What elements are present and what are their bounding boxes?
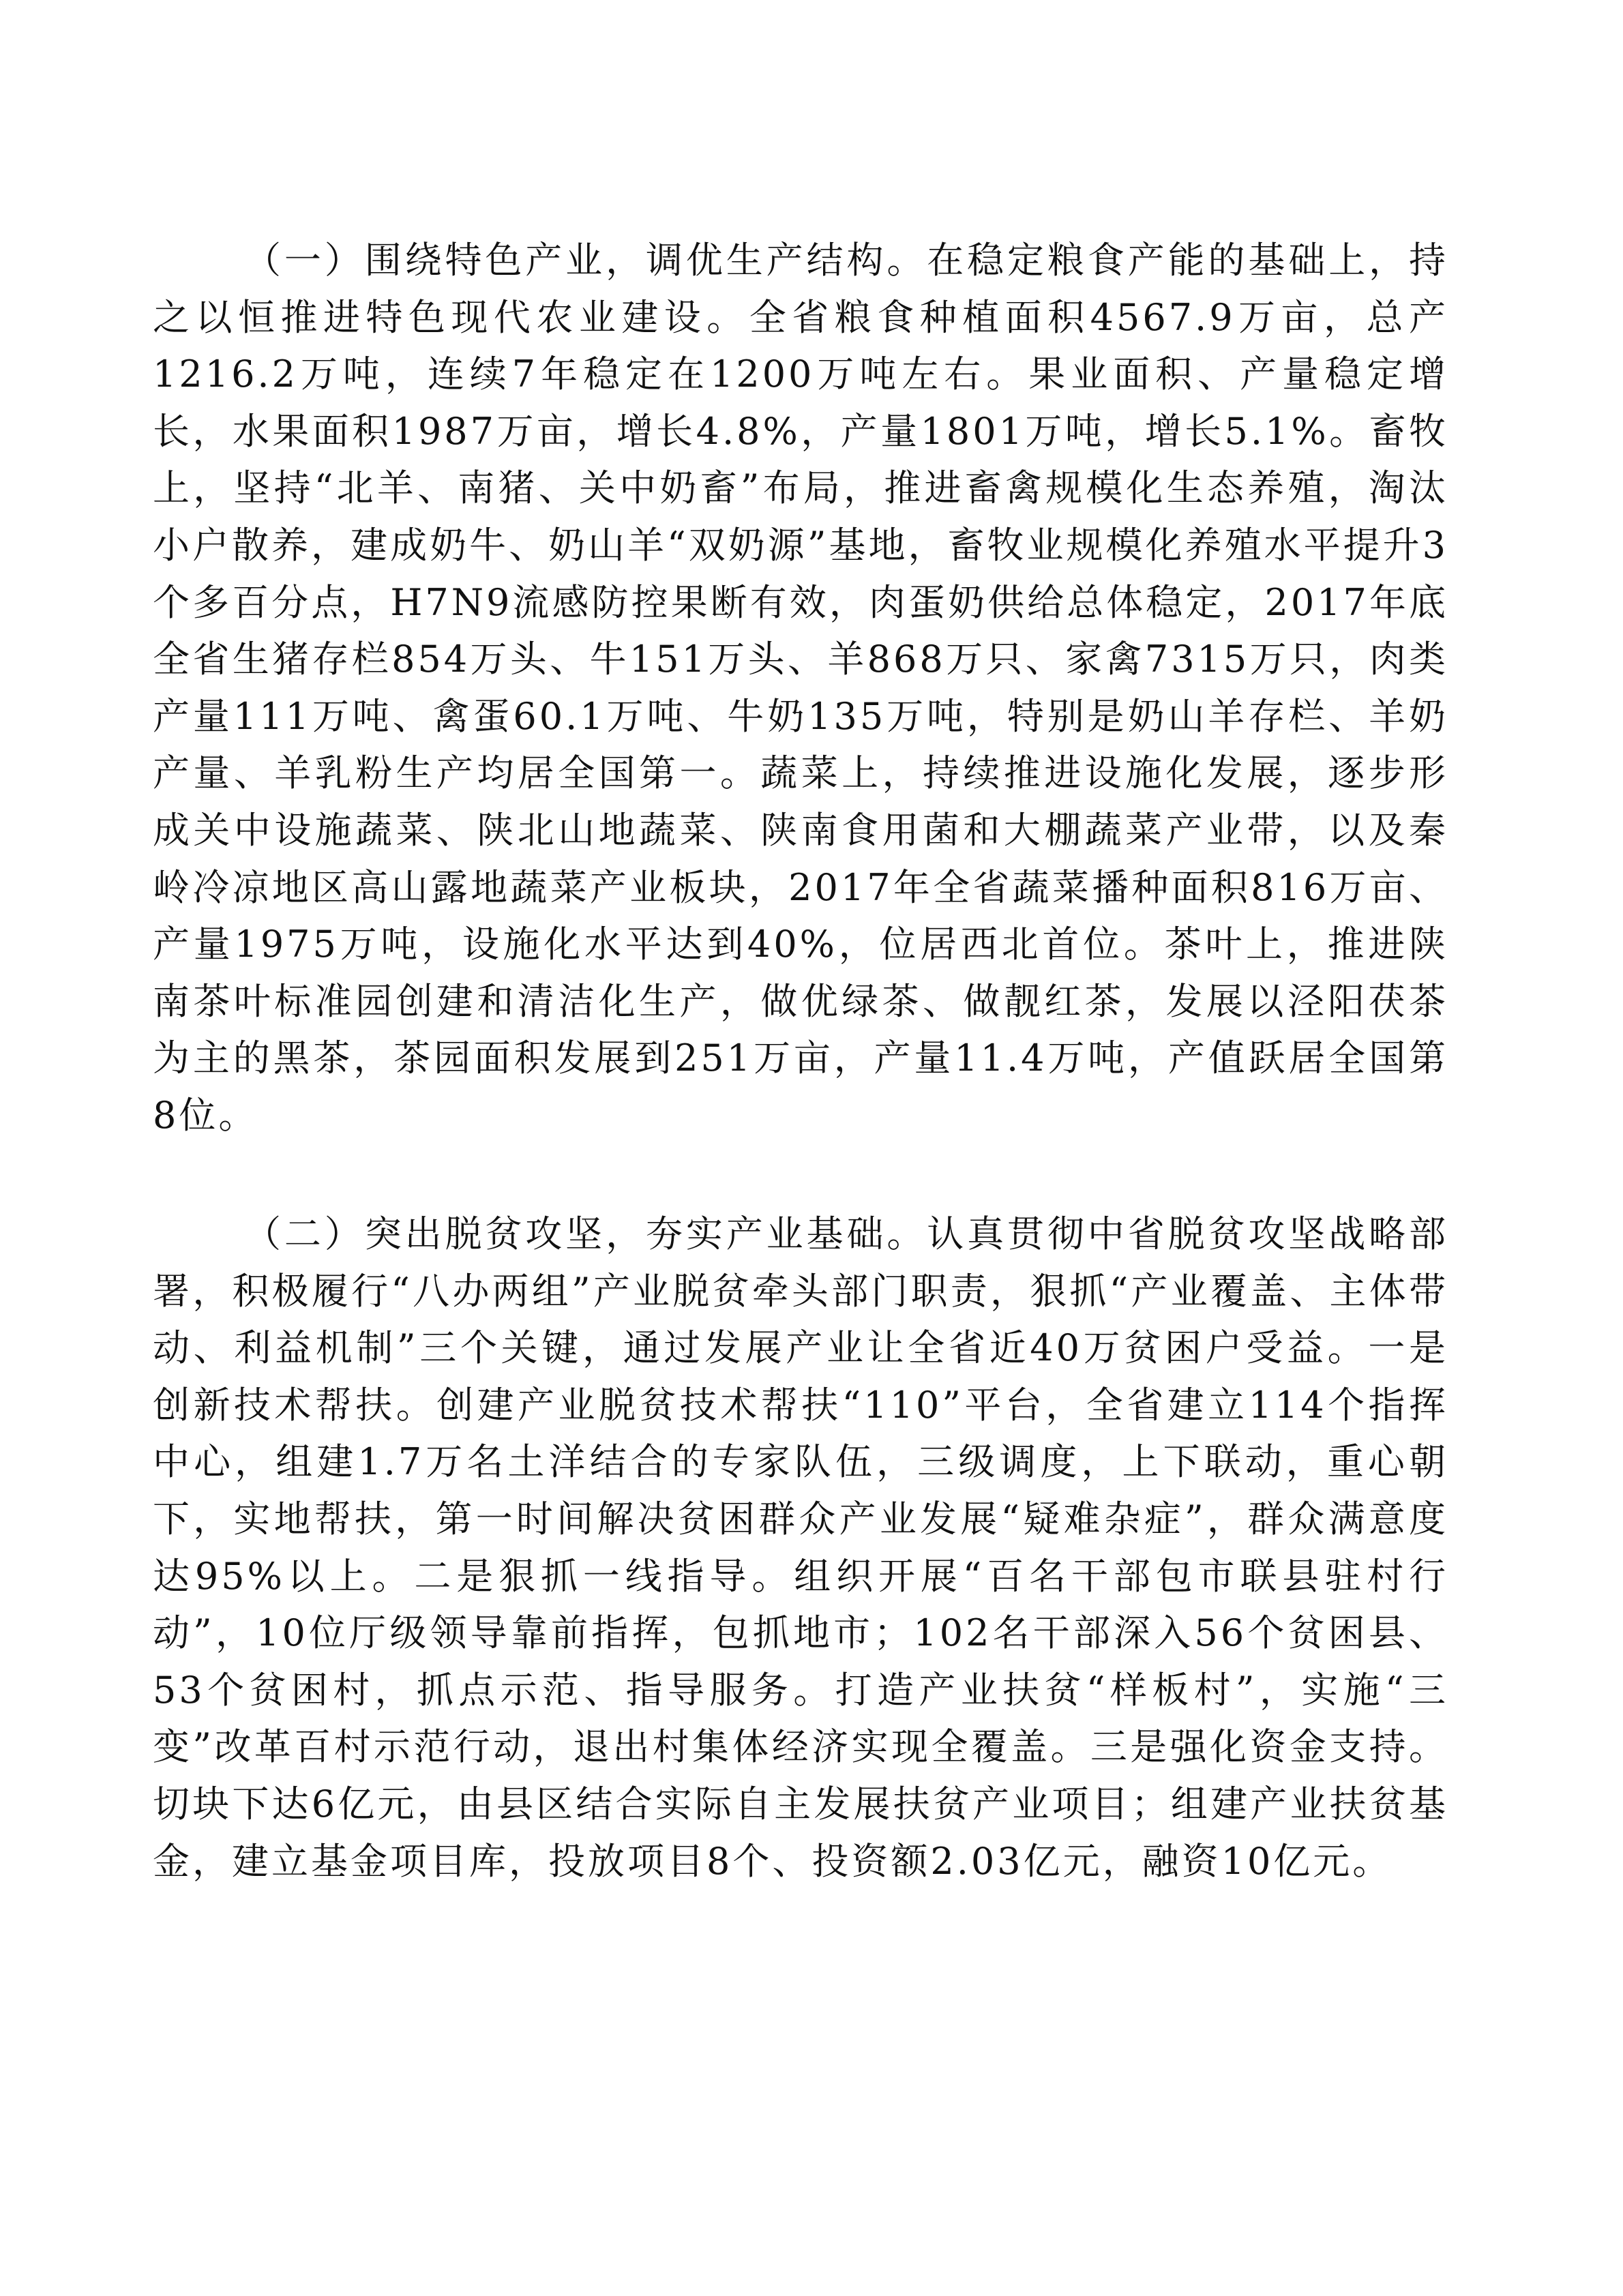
paragraph-poverty-alleviation: （二）突出脱贫攻坚，夯实产业基础。认真贯彻中省脱贫攻坚战略部署，积极履行“八办两组”产业脱贫牵头部门职责，狠抓“产业覆盖、主体带动、利益机制”三个关键，通过发展产业让全省近40万贫困户受益。一是创新技术帮扶。创建产业脱贫技术帮扶“110”平台，全省建立114个指挥中心，组建1.7万名土洋结合的专家队伍，三级调度，上下联动，重心朝下，实地帮扶，第一时间解决贫困群众产业发展“疑难杂症”，群众满意度达95%以上。二是狠抓一线指导。组织开展“百名干部包市联县驻村行动”，10位厅级领导靠前指挥，包抓地市；102名干部深入56个贫困县、53个贫困村，抓点示范、指导服务。打造产业扶贫“样板村”，实施“三变”改革百村示范行动，退出村集体经济实现全覆盖。三是强化资金支持。切块下达6亿元，由县区结合实际自主发展扶贫产业项目；组建产业扶贫基金，建立基金项目库，投放项目8个、投资额2.03亿元，融资10亿元。 xyxy=(153,1212,1448,1883)
paragraph-specialty-industry: （一）围绕特色产业，调优生产结构。在稳定粮食产能的基础上，持之以恒推进特色现代农业建设。全省粮食种植面积4567.9万亩，总产1216.2万吨，连续7年稳定在1200万吨左右。果业面积、产量稳定增长，水果面积1987万亩，增长4.8%，产量1801万吨，增长5.1%。畜牧上，坚持“北羊、南猪、关中奶畜”布局，推进畜禽规模化生态养殖，淘汰小户散养，建成奶牛、奶山羊“双奶源”基地，畜牧业规模化养殖水平提升3个多百分点，H7N9流感防控果断有效，肉蛋奶供给总体稳定，2017年底全省生猪存栏854万头、牛151万头、羊868万只、家禽7315万只，肉类产量111万吨、禽蛋60.1万吨、牛奶135万吨，特别是奶山羊存栏、羊奶产量、羊乳粉生产均居全国第一。蔬菜上，持续推进设施化发展，逐步形成关中设施蔬菜、陕北山地蔬菜、陕南食用菌和大棚蔬菜产业带，以及秦岭冷凉地区高山露地蔬菜产业板块，2017年全省蔬菜播种面积816万亩、产量1975万吨，设施化水平达到40%，位居西北首位。茶叶上，推进陕南茶叶标准园创建和清洁化生产，做优绿茶、做靓红茶，发展以泾阳茯茶为主的黑茶，茶园面积发展到251万亩，产量11.4万吨，产值跃居全国第8位。 xyxy=(153,239,1448,1137)
